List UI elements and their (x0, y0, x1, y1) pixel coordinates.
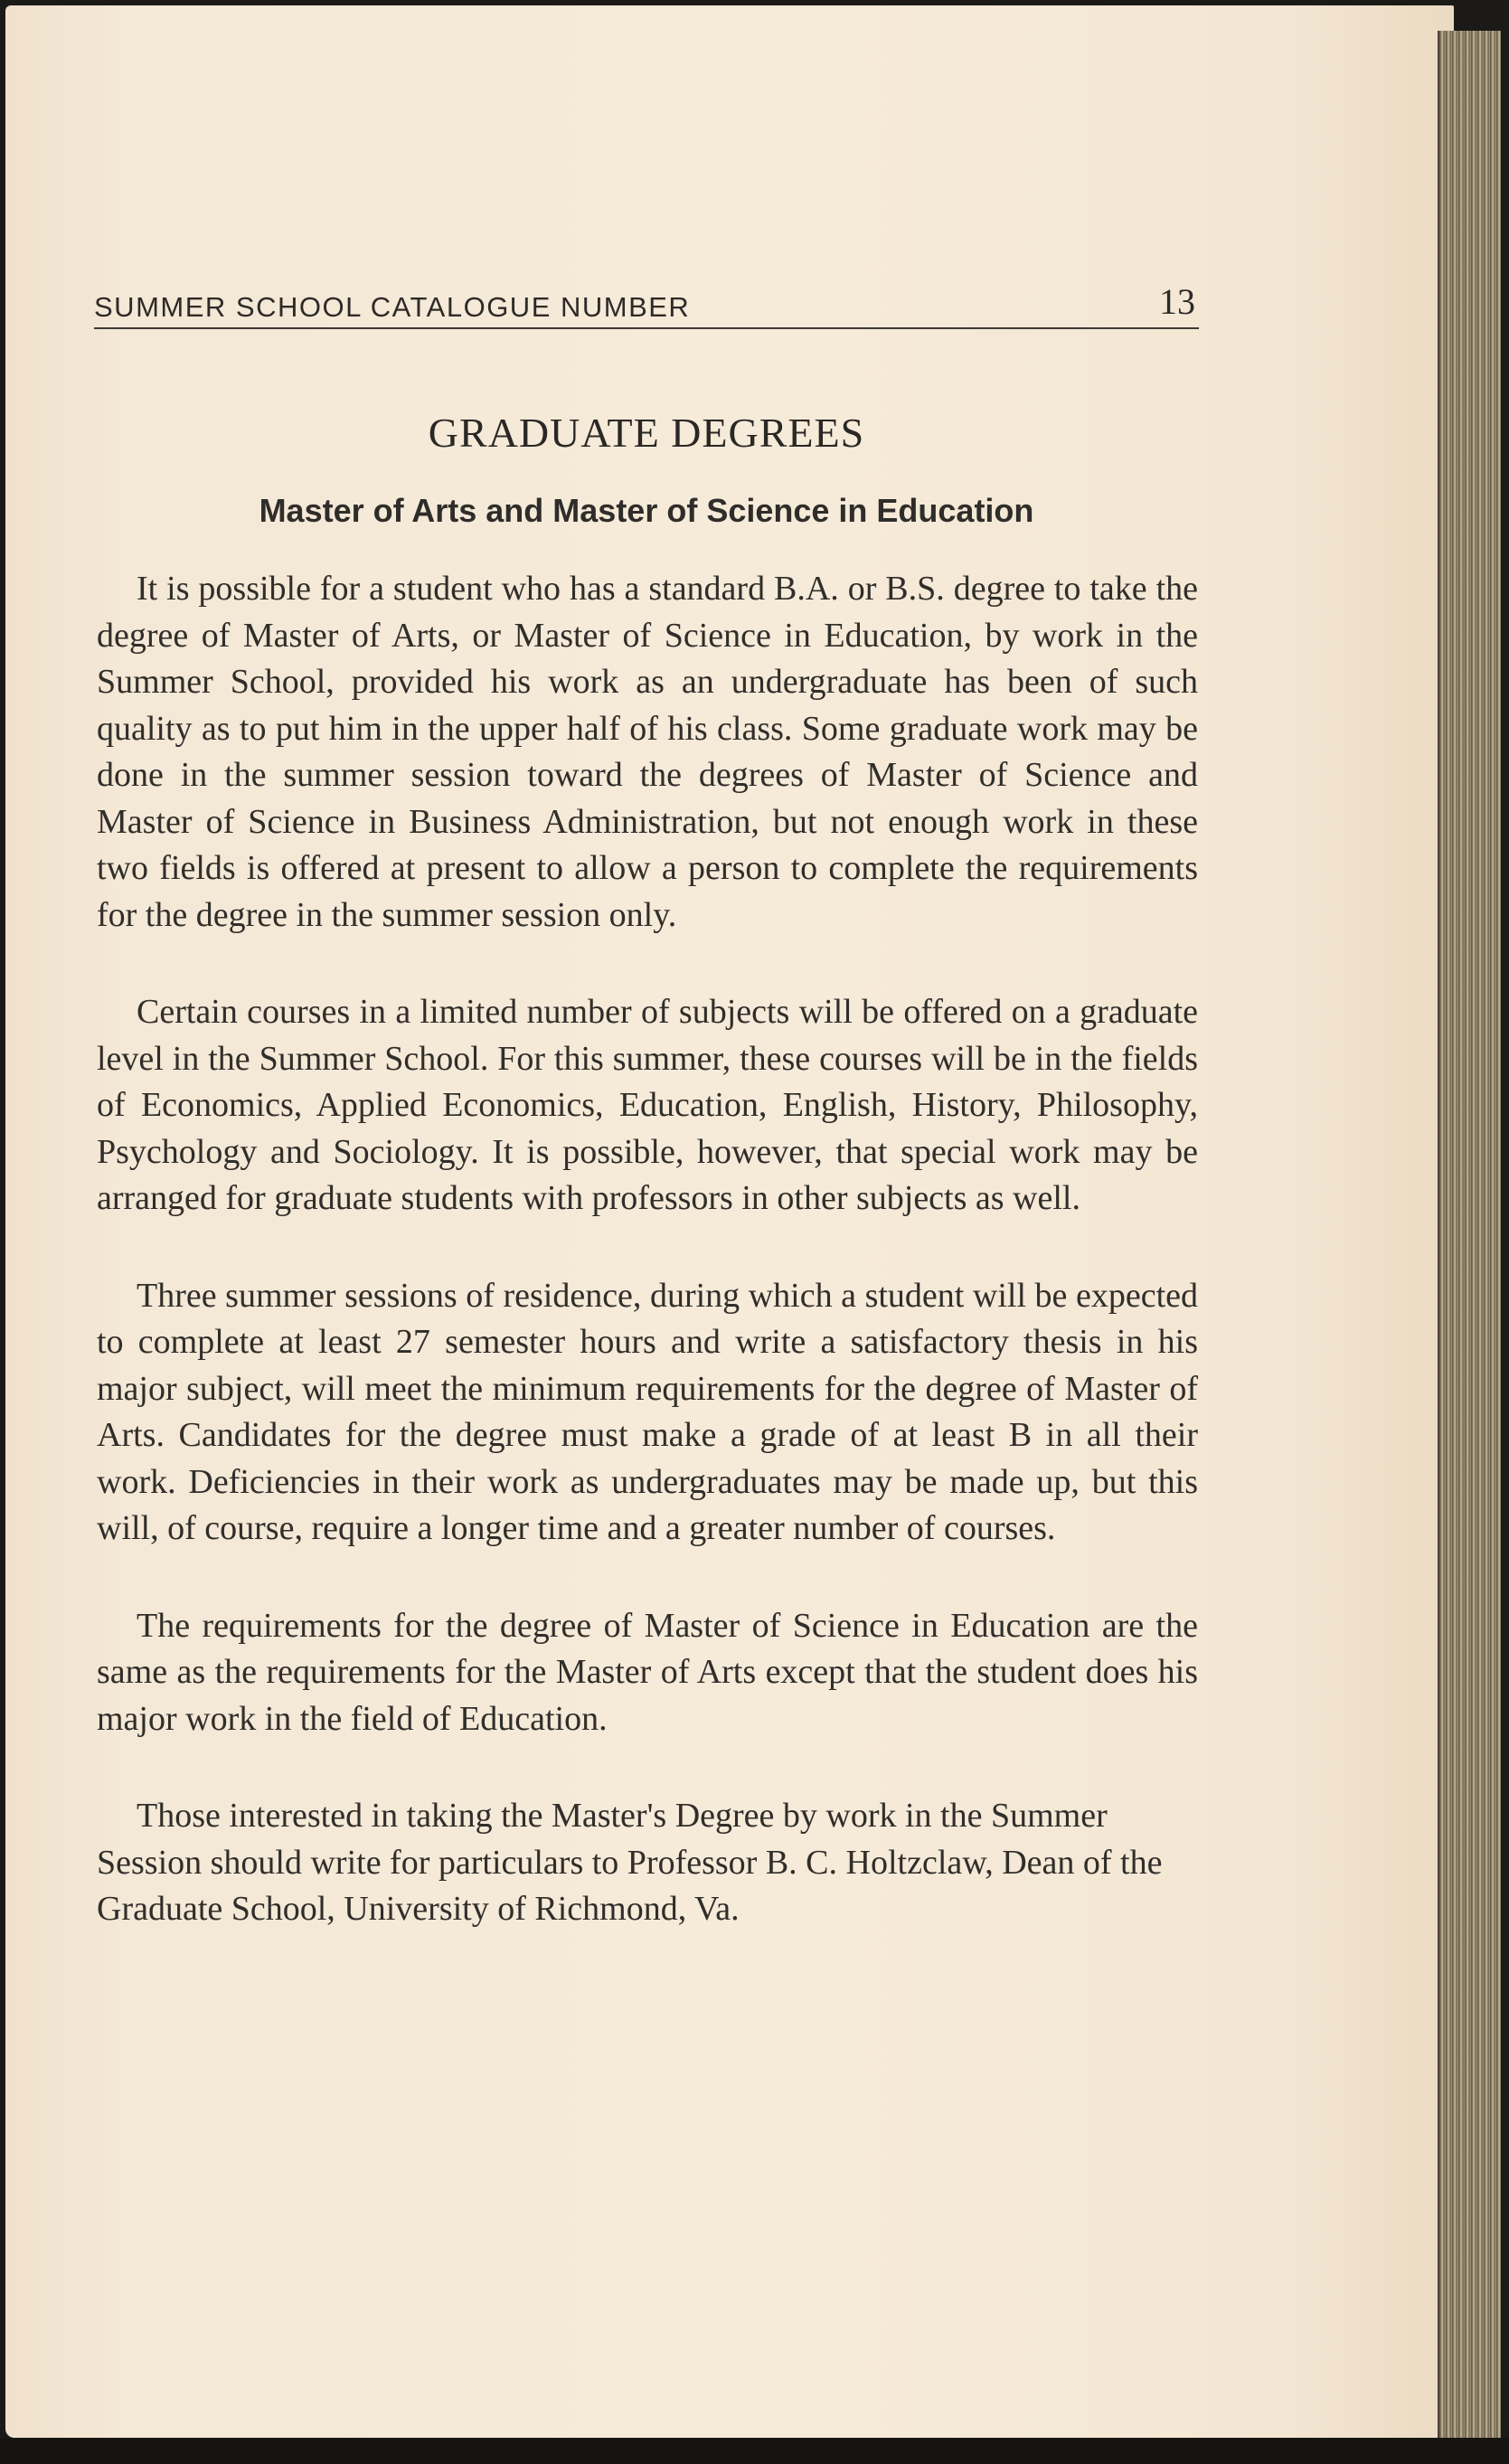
book-page-edges (1438, 31, 1501, 2445)
paper-sheet (5, 5, 1454, 2438)
page-title: GRADUATE DEGREES (428, 410, 865, 456)
running-head: SUMMER SCHOOL CATALOGUE NUMBER (94, 291, 691, 323)
paragraph-graduate-courses: Certain courses in a limited number of subjects will be offered on a graduate level in the Summer School. For this summer, these courses will be in the fields of Economics, Applied Economics, Education, English, History, Philosophy, Psychology and Sociology. It is possible, however, that special work may be arranged for graduate students with professors in other subjects as well. (97, 993, 1198, 1217)
paragraph-contact-information: Those interested in taking the Master's Degree by work in the Summer Session should write for particulars to Professor B. C. Holtzclaw, Dean of the Graduate School, University of Richmond, Va. (97, 1797, 1163, 1928)
body-text (97, 566, 1198, 1933)
paragraph-eligibility: It is possible for a student who has a standard B.A. or B.S. degree to take the degree of Master of Arts, or Master of Science in Education, by work in the Summer School, provided his work as an undergraduate has been of such quality as to put him in the upper half of his class. Some graduate work may be done in the summer session toward the degrees of Master of Science and Master of Science in Business Administration, but not enough work in these two fields is offered at present to allow a person to complete the requirements for the degree in the summer session only. (97, 570, 1198, 934)
bottom-scan-shadow (0, 2438, 1509, 2464)
paragraph-master-of-science-education: The requirements for the degree of Master of Science in Education are the same as the requirements for the Master of Arts except that the student does his major work in the field of Education. (97, 1606, 1198, 1738)
page-header (94, 281, 1199, 329)
paragraph-master-of-arts-requirements: Three summer sessions of residence, during which a student will be expected to complete at least 27 semester hours and write a satisfactory thesis in his major subject, will meet the minimum requirements for the degree of Master of Arts. Candidates for the degree must make a grade of at least B in all their work. Deficiencies in their work as undergraduates may be made up, but this will, of course, require a longer time and a greater number of courses. (97, 1276, 1198, 1547)
section-subtitle: Master of Arts and Master of Science in Education (259, 492, 1034, 529)
page-number: 13 (1159, 281, 1195, 322)
